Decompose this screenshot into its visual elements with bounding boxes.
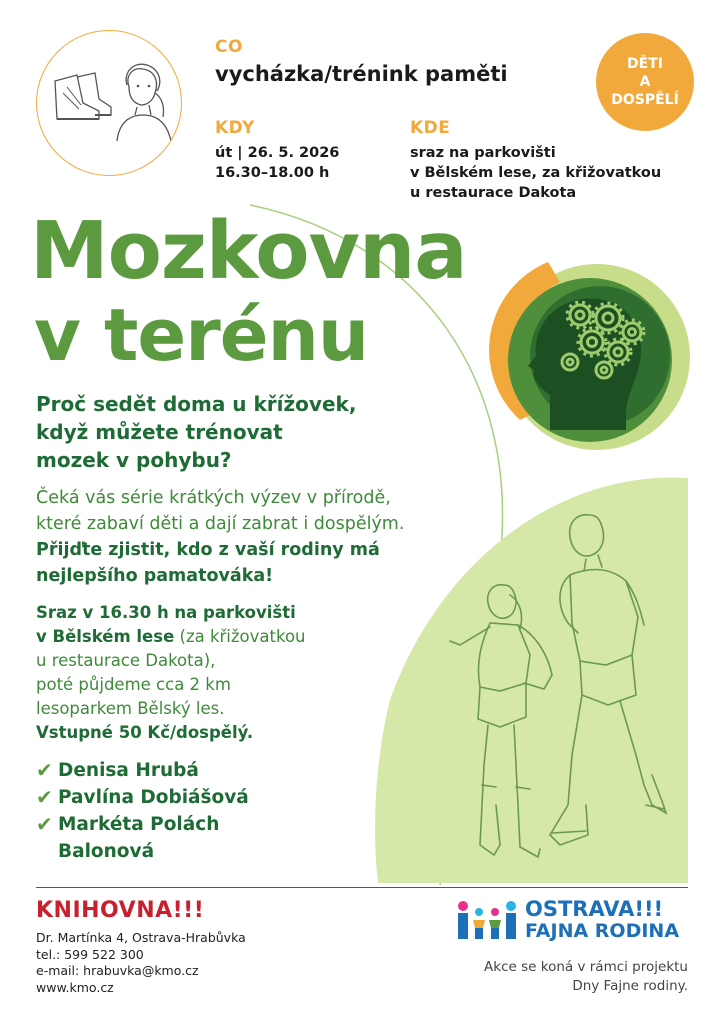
head-gears-icon [510,270,690,440]
where-line: v Bělském lese, za křižovatkou [410,165,662,181]
library-logo: KNIHOVNA!!! [36,898,205,923]
where-line: sraz na parkovišti [410,145,556,161]
hiking-illustration-circle [36,30,182,176]
question-line: mozek v pohybu? [36,448,232,472]
walking-family-illustration [440,505,680,885]
check-icon: ✔ [36,758,53,782]
badge-line: A [639,74,651,90]
organizer-item [36,757,278,784]
brand-line-1: OSTRAVA!!! [525,897,664,921]
body-line: Čeká vás série krátkých výzev v přírodě, [36,488,391,508]
organizer-name: Markéta Polách Balonová [58,814,220,862]
highlight-line: nejlepšího pamatováka! [36,566,274,586]
project-note [430,958,688,996]
when-date: út | 26. 5. 2026 [215,145,340,161]
organizer-item [36,811,278,865]
when-info [215,143,339,183]
library-address [36,930,246,996]
question-line: Proč sedět doma u křížovek, [36,392,357,416]
organizer-name: Pavlína Dobiášová [58,787,249,808]
meeting-line: poté půjdeme cca 2 km [36,675,231,694]
project-line: Dny Fajne rodiny. [572,978,688,994]
when-label: KDY [215,118,255,138]
where-info [410,143,661,203]
title-line-2: v terénu [34,293,369,377]
family-figures-icon [455,898,519,942]
ostrava-fajna-rodina-logo [455,898,679,942]
where-line: u restaurace Dakota [410,185,577,201]
email-link[interactable]: e-mail: hrabuvka@kmo.cz [36,963,199,978]
title-line-1: Mozkovna [30,205,467,297]
what-value: vycházka/trénink paměti [215,62,508,86]
project-line: Akce se koná v rámci projektu [484,959,688,975]
intro-description [36,485,506,589]
question-line: když můžete trénovat [36,420,283,444]
what-label: CO [215,37,243,57]
highlight-line: Přijďte zjistit, kdo z vaší rodiny má [36,540,380,560]
check-icon: ✔ [36,812,53,836]
check-icon: ✔ [36,785,53,809]
meeting-line: lesoparkem Bělský les. [36,699,225,718]
brand-line-2: FAJNA RODINA [525,920,680,942]
meeting-place: v Bělském lese [36,627,175,646]
organizer-name: Denisa Hrubá [58,760,199,781]
meeting-line [36,625,366,649]
website-link[interactable]: www.kmo.cz [36,979,114,995]
meeting-place-note: (za křižovatkou [174,627,306,646]
meeting-info [36,601,366,745]
body-line: které zabaví děti a dají zabrat i dospělým. [36,514,405,534]
intro-question [36,390,436,474]
badge-line: DOSPĚLÍ [611,92,679,108]
phone-line: tel.: 599 522 300 [36,946,144,962]
badge-line: DĚTI [627,56,663,72]
address-line: Dr. Martínka 4, Ostrava-Hrabůvka [36,930,246,945]
where-label: KDE [410,118,451,138]
footer-divider [36,887,688,888]
organizers-list [36,757,278,865]
entry-fee: Vstupné 50 Kč/dospělý. [36,723,254,742]
audience-badge [596,33,694,131]
boots-and-woman-illustration [37,31,182,176]
when-time: 16.30–18.00 h [215,165,330,181]
organizer-item [36,784,278,811]
meeting-line: Sraz v 16.30 h na parkovišti [36,603,296,622]
meeting-line: u restaurace Dakota), [36,651,216,670]
